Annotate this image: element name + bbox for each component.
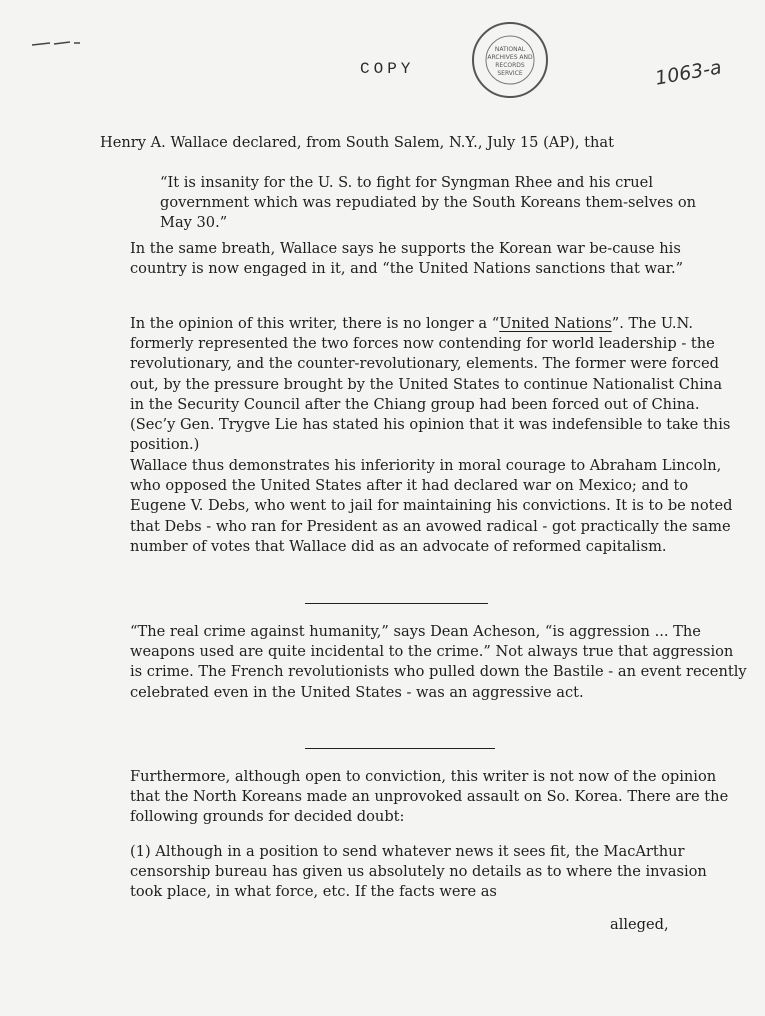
quote-wallace: “It is insanity for the U. S. to fight for Syngman Rhee and his cruel government which was repudiated by the South Koreans them-selves on May 30.”: [160, 174, 697, 232]
paragraph-point-1: (1) Although in a position to send whatever news it sees fit, the MacArthur censorship bureau has given us absolutely no details as to where the invasion took place, in what force, etc. If the facts were as: [130, 843, 707, 901]
svg-text:RECORDS: RECORDS: [495, 62, 525, 69]
svg-text:NATIONAL: NATIONAL: [494, 46, 526, 53]
paragraph-opinion: [130, 314, 740, 455]
paragraph-intro: Henry A. Wallace declared, from South Salem, N.Y., July 15 (AP), that: [100, 134, 614, 151]
paragraph-furthermore: Furthermore, although open to conviction, this writer is not now of the opinion that the North Koreans made an unprovoked assault on So. Korea. There are the following grounds for decided doubt:: [130, 768, 729, 826]
archive-stamp-icon: [470, 20, 550, 100]
paragraph-inferiority: Wallace thus demonstrates his inferiority in moral courage to Abraham Lincoln, who opposed the United States after it had declared war on Mexico; and to Eugene V. Debs, who went to jail for maintaining his convictions. It is to be noted that Debs - who ran for President as an avowed radical - got practically the same number of votes that Wallace did as an advocate of reformed capitalism.: [130, 457, 733, 555]
paragraph-same-breath: In the same breath, Wallace says he supports the Korean war be-cause his country is now engaged in it, and “the United Nations sanctions that war.”: [130, 240, 684, 278]
svg-text:ARCHIVES AND: ARCHIVES AND: [487, 54, 533, 61]
paragraph-opinion-part-1: In the opinion of this writer, there is no longer a “: [130, 315, 500, 332]
paragraph-acheson: “The real crime against humanity,” says Dean Acheson, “is aggression ... The weapons used are quite incidental to the crime.” Not always true that aggression is crime. The French revolutionists who pulled down the Bastile - an event recently celebrated even in the United States - was an aggressive act.: [130, 623, 747, 701]
section-divider-1: [305, 603, 488, 604]
united-nations-underlined: United Nations: [499, 315, 612, 332]
svg-text:SERVICE: SERVICE: [497, 70, 523, 77]
continued-word: alleged,: [610, 916, 669, 933]
copy-heading: COPY: [360, 60, 415, 78]
paragraph-opinion-part-2: ”. The U.N. formerly represented the two forces now contending for world leadership - the revolutionary, and the counter-revolutionary, elements. The former were forced out, by the pressure brought by the United States to continue Nationalist China in the Security Council after the Chiang group had been forced out of China. (Sec’y Gen. Trygve Lie has stated his opinion that it was indefensible to take this position.): [130, 315, 731, 454]
corner-marks: [30, 36, 90, 55]
handwritten-note: 1063-a: [653, 56, 724, 90]
section-divider-2: [305, 748, 495, 749]
